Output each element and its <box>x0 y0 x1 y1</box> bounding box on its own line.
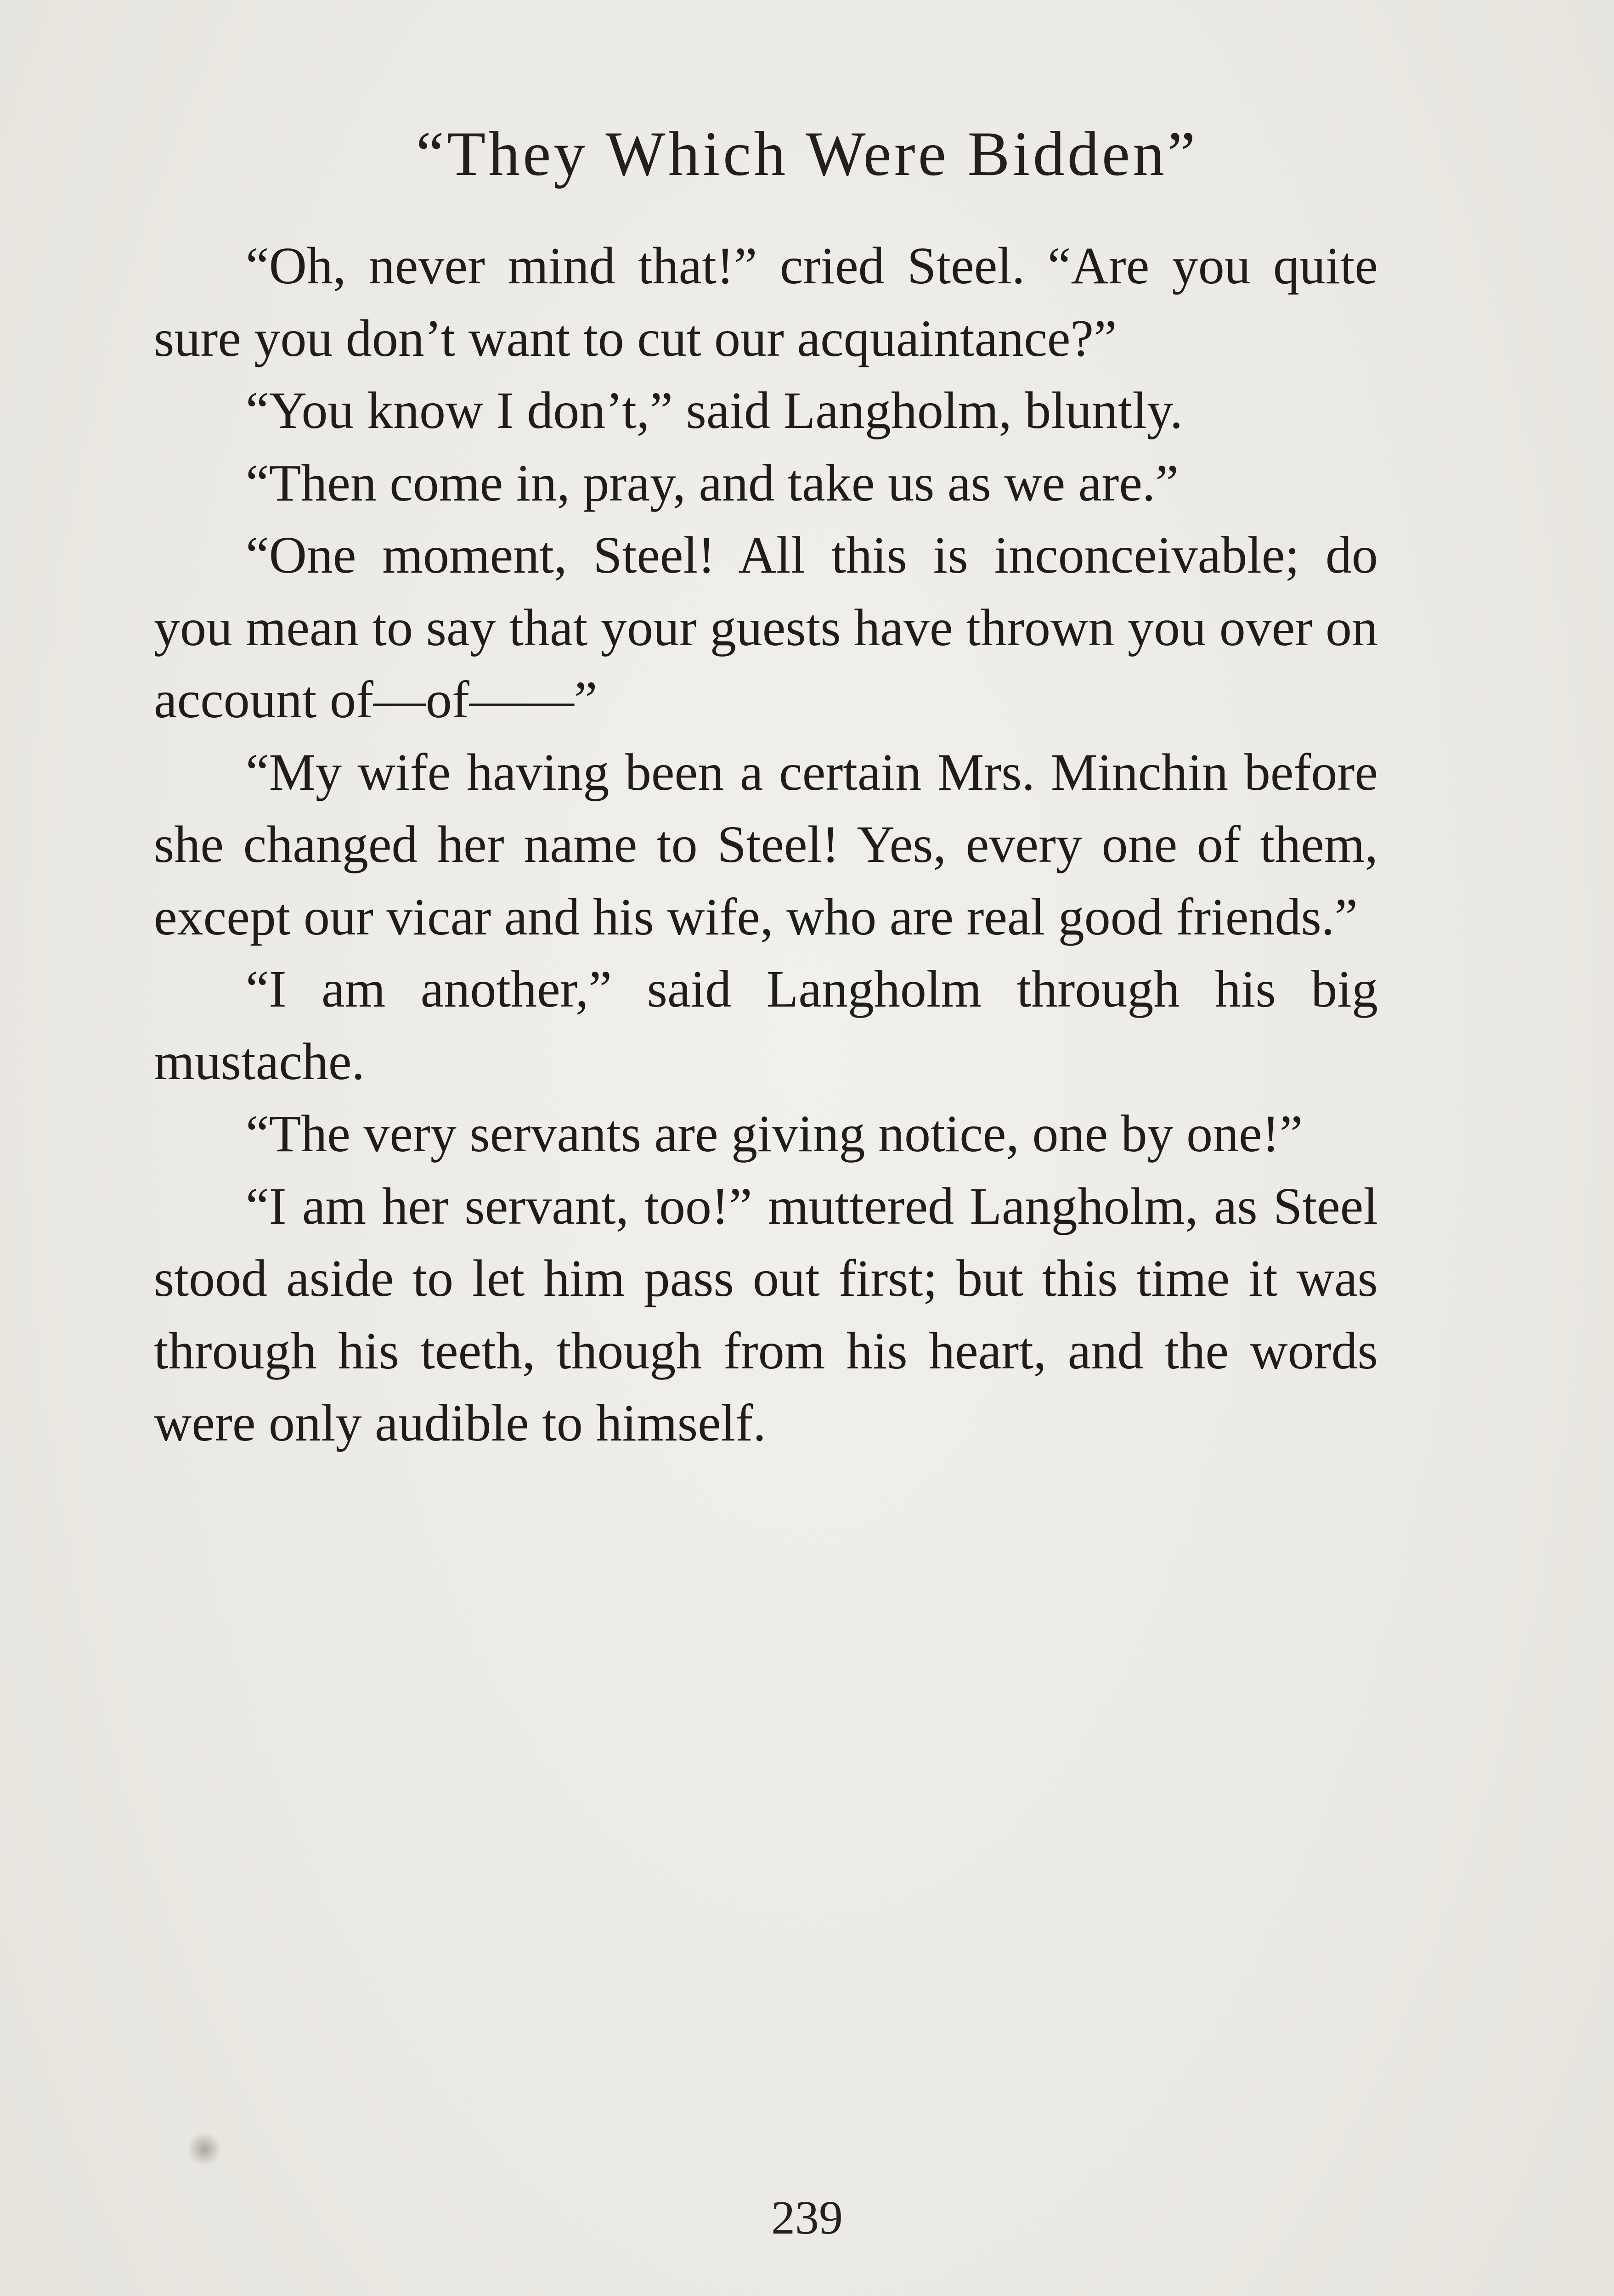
ink-smudge <box>188 2131 220 2167</box>
paragraph: “I am another,” said Langholm through his big mustache. <box>154 960 1378 1091</box>
paragraph: “My wife having been a certain Mrs. Minchin before she changed her name to Steel! Yes, every one of them, except our vicar and his wife, who are real good friends.” <box>154 743 1378 946</box>
paragraph: “You know I don’t,” said Langholm, bluntly. <box>246 381 1183 439</box>
running-head: “They Which Were Bidden” <box>416 118 1198 189</box>
paragraph: “Then come in, pray, and take us as we are.” <box>246 453 1179 512</box>
page-number: 239 <box>771 2191 843 2244</box>
paragraph: “I am her servant, too!” muttered Langholm, as Steel stood aside to let him pass out first; but this time it was through his teeth, though from his heart, and the words were only audible to himself. <box>154 1176 1378 1452</box>
body-text <box>154 230 1378 1459</box>
paragraph: “Oh, never mind that!” cried Steel. “Are you quite sure you don’t want to cut our acquaintance?” <box>154 236 1378 367</box>
paragraph: “One moment, Steel! All this is inconceivable; do you mean to say that your guests have thrown you over on account of—of——” <box>154 526 1378 729</box>
paragraph: “The very servants are giving notice, one by one!” <box>246 1104 1303 1163</box>
